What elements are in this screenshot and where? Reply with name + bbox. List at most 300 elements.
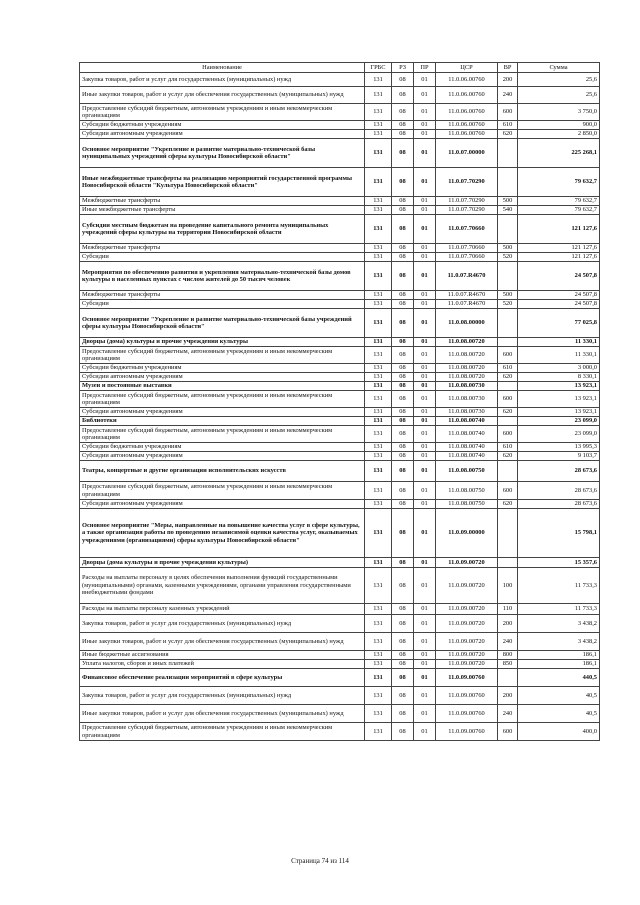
cell-csr: 11.0.09.00760 <box>436 723 498 741</box>
budget-page <box>79 62 599 741</box>
cell-csr: 11.0.09.00760 <box>436 687 498 705</box>
cell-sum: 3 750,0 <box>518 104 600 121</box>
table-row <box>80 253 600 262</box>
cell-grbs: 131 <box>365 443 392 452</box>
table-row <box>80 338 600 347</box>
cell-vr <box>498 168 518 197</box>
cell-rz: 08 <box>392 633 414 651</box>
cell-grbs: 131 <box>365 309 392 338</box>
cell-grbs: 131 <box>365 408 392 417</box>
table-row <box>80 373 600 382</box>
table-row <box>80 408 600 417</box>
cell-pr: 01 <box>414 687 436 705</box>
table-row <box>80 121 600 130</box>
cell-csr: 11.0.08.00730 <box>436 382 498 391</box>
table-row <box>80 723 600 741</box>
cell-csr: 11.0.06.00760 <box>436 121 498 130</box>
cell-rz: 08 <box>392 723 414 741</box>
cell-name: Иные закупки товаров, работ и услуг для обеспечения государственных (муниципальных) нужд <box>80 705 365 723</box>
cell-vr: 540 <box>498 206 518 215</box>
cell-vr: 500 <box>498 244 518 253</box>
cell-rz: 08 <box>392 568 414 604</box>
cell-sum: 13 923,1 <box>518 408 600 417</box>
cell-pr: 01 <box>414 669 436 687</box>
cell-csr: 11.0.09.00720 <box>436 568 498 604</box>
cell-sum: 3 438,2 <box>518 633 600 651</box>
cell-pr: 01 <box>414 391 436 408</box>
cell-vr: 600 <box>498 347 518 364</box>
cell-vr <box>498 417 518 426</box>
cell-grbs: 131 <box>365 104 392 121</box>
cell-grbs: 131 <box>365 615 392 633</box>
cell-rz: 08 <box>392 705 414 723</box>
table-row <box>80 87 600 104</box>
cell-grbs: 131 <box>365 417 392 426</box>
table-row <box>80 426 600 443</box>
cell-sum: 79 632,7 <box>518 206 600 215</box>
cell-name: Субсидии бюджетным учреждениям <box>80 443 365 452</box>
cell-rz: 08 <box>392 391 414 408</box>
cell-grbs: 131 <box>365 500 392 509</box>
cell-grbs: 131 <box>365 705 392 723</box>
cell-vr: 620 <box>498 373 518 382</box>
cell-sum: 13 923,1 <box>518 382 600 391</box>
cell-sum: 121 127,6 <box>518 253 600 262</box>
cell-rz: 08 <box>392 300 414 309</box>
cell-name: Субсидии <box>80 300 365 309</box>
table-row <box>80 660 600 669</box>
cell-pr: 01 <box>414 262 436 291</box>
table-row <box>80 215 600 244</box>
cell-vr <box>498 382 518 391</box>
cell-name: Предоставление субсидий бюджетным, автономным учреждениям и иным некоммерческим организациям <box>80 482 365 500</box>
cell-vr: 600 <box>498 391 518 408</box>
cell-vr: 610 <box>498 121 518 130</box>
cell-grbs: 131 <box>365 253 392 262</box>
cell-grbs: 131 <box>365 426 392 443</box>
cell-grbs: 131 <box>365 509 392 558</box>
cell-rz: 08 <box>392 443 414 452</box>
cell-vr <box>498 509 518 558</box>
budget-table <box>79 62 600 741</box>
cell-sum: 25,6 <box>518 73 600 87</box>
cell-csr: 11.0.09.00760 <box>436 669 498 687</box>
table-row <box>80 558 600 568</box>
cell-name: Межбюджетные трансферты <box>80 244 365 253</box>
cell-csr: 11.0.06.00760 <box>436 104 498 121</box>
cell-rz: 08 <box>392 382 414 391</box>
cell-sum: 121 127,6 <box>518 215 600 244</box>
cell-name: Иные бюджетные ассигнования <box>80 651 365 660</box>
cell-pr: 01 <box>414 705 436 723</box>
cell-pr: 01 <box>414 168 436 197</box>
cell-pr: 01 <box>414 347 436 364</box>
table-row <box>80 73 600 87</box>
cell-grbs: 131 <box>365 262 392 291</box>
cell-rz: 08 <box>392 500 414 509</box>
cell-sum: 225 268,1 <box>518 139 600 168</box>
cell-name: Дворцы (дома) культуры и прочие учреждения культуры <box>80 338 365 347</box>
cell-rz: 08 <box>392 244 414 253</box>
cell-csr: 11.0.06.00760 <box>436 73 498 87</box>
cell-pr: 01 <box>414 482 436 500</box>
cell-grbs: 131 <box>365 347 392 364</box>
cell-csr: 11.0.09.00760 <box>436 705 498 723</box>
cell-pr: 01 <box>414 408 436 417</box>
cell-pr: 01 <box>414 568 436 604</box>
cell-sum: 24 507,8 <box>518 291 600 300</box>
cell-pr: 01 <box>414 660 436 669</box>
cell-vr <box>498 461 518 482</box>
cell-rz: 08 <box>392 338 414 347</box>
cell-vr: 620 <box>498 452 518 461</box>
cell-csr: 11.0.08.00730 <box>436 408 498 417</box>
cell-rz: 08 <box>392 73 414 87</box>
cell-sum: 25,6 <box>518 87 600 104</box>
cell-vr: 600 <box>498 482 518 500</box>
cell-grbs: 131 <box>365 168 392 197</box>
cell-rz: 08 <box>392 558 414 568</box>
cell-vr: 600 <box>498 104 518 121</box>
cell-name: Иные закупки товаров, работ и услуг для обеспечения государственных (муниципальных) нужд <box>80 633 365 651</box>
cell-vr: 240 <box>498 705 518 723</box>
cell-sum: 28 673,6 <box>518 500 600 509</box>
cell-grbs: 131 <box>365 139 392 168</box>
cell-sum: 79 632,7 <box>518 197 600 206</box>
table-row <box>80 651 600 660</box>
table-row <box>80 417 600 426</box>
cell-sum: 23 099,0 <box>518 426 600 443</box>
cell-pr: 01 <box>414 73 436 87</box>
cell-vr: 200 <box>498 615 518 633</box>
cell-name: Основное мероприятие "Укрепление и развитие материально-технической базы муниципальных учреждений сферы культуры Новосибирской области" <box>80 139 365 168</box>
cell-vr: 500 <box>498 291 518 300</box>
cell-name: Закупка товаров, работ и услуг для государственных (муниципальных) нужд <box>80 615 365 633</box>
cell-rz: 08 <box>392 347 414 364</box>
cell-csr: 11.0.08.00740 <box>436 417 498 426</box>
cell-name: Субсидии автономным учреждениям <box>80 452 365 461</box>
cell-name: Иные межбюджетные трансферты <box>80 206 365 215</box>
cell-csr: 11.0.07.R4670 <box>436 262 498 291</box>
table-row <box>80 382 600 391</box>
cell-csr: 11.0.08.00000 <box>436 309 498 338</box>
cell-name: Музеи и постоянные выставки <box>80 382 365 391</box>
table-row <box>80 244 600 253</box>
cell-grbs: 131 <box>365 558 392 568</box>
cell-rz: 08 <box>392 215 414 244</box>
cell-sum: 24 507,8 <box>518 262 600 291</box>
cell-sum: 2 850,0 <box>518 130 600 139</box>
cell-name: Субсидии <box>80 253 365 262</box>
cell-pr: 01 <box>414 615 436 633</box>
cell-csr: 11.0.07.70290 <box>436 168 498 197</box>
table-row <box>80 500 600 509</box>
cell-rz: 08 <box>392 197 414 206</box>
cell-rz: 08 <box>392 408 414 417</box>
cell-sum: 28 673,6 <box>518 482 600 500</box>
cell-vr <box>498 338 518 347</box>
cell-sum: 79 632,7 <box>518 168 600 197</box>
cell-sum: 13 995,3 <box>518 443 600 452</box>
cell-vr: 110 <box>498 604 518 615</box>
table-row <box>80 104 600 121</box>
table-row <box>80 687 600 705</box>
cell-csr: 11.0.08.00740 <box>436 426 498 443</box>
cell-csr: 11.0.07.70660 <box>436 244 498 253</box>
cell-name: Закупка товаров, работ и услуг для государственных (муниципальных) нужд <box>80 73 365 87</box>
table-row <box>80 633 600 651</box>
cell-name: Субсидии автономным учреждениям <box>80 500 365 509</box>
cell-csr: 11.0.09.00720 <box>436 558 498 568</box>
cell-rz: 08 <box>392 87 414 104</box>
cell-csr: 11.0.07.70290 <box>436 197 498 206</box>
cell-pr: 01 <box>414 452 436 461</box>
header-rz: РЗ <box>392 63 414 73</box>
cell-rz: 08 <box>392 669 414 687</box>
cell-csr: 11.0.09.00720 <box>436 660 498 669</box>
cell-name: Субсидии бюджетным учреждениям <box>80 121 365 130</box>
table-row <box>80 391 600 408</box>
cell-csr: 11.0.09.00720 <box>436 615 498 633</box>
cell-grbs: 131 <box>365 687 392 705</box>
table-row <box>80 443 600 452</box>
cell-name: Финансовое обеспечение реализации мероприятий в сфере культуры <box>80 669 365 687</box>
table-row <box>80 705 600 723</box>
cell-rz: 08 <box>392 604 414 615</box>
cell-grbs: 131 <box>365 130 392 139</box>
table-row <box>80 206 600 215</box>
cell-vr: 600 <box>498 426 518 443</box>
cell-vr <box>498 558 518 568</box>
cell-vr: 500 <box>498 197 518 206</box>
cell-grbs: 131 <box>365 452 392 461</box>
cell-vr: 520 <box>498 253 518 262</box>
cell-name: Основное мероприятие "Укрепление и развитие материально-технической базы учреждений сферы культуры Новосибирской области" <box>80 309 365 338</box>
cell-rz: 08 <box>392 364 414 373</box>
table-row <box>80 130 600 139</box>
cell-sum: 13 923,1 <box>518 391 600 408</box>
cell-csr: 11.0.08.00750 <box>436 482 498 500</box>
cell-name: Библиотеки <box>80 417 365 426</box>
cell-pr: 01 <box>414 382 436 391</box>
cell-vr <box>498 215 518 244</box>
cell-vr: 520 <box>498 300 518 309</box>
cell-sum: 77 025,8 <box>518 309 600 338</box>
cell-grbs: 131 <box>365 669 392 687</box>
table-row <box>80 347 600 364</box>
cell-name: Уплата налогов, сборов и иных платежей <box>80 660 365 669</box>
cell-pr: 01 <box>414 373 436 382</box>
cell-rz: 08 <box>392 373 414 382</box>
cell-grbs: 131 <box>365 660 392 669</box>
table-row <box>80 461 600 482</box>
cell-csr: 11.0.08.00740 <box>436 443 498 452</box>
cell-rz: 08 <box>392 461 414 482</box>
page-number: Страница 74 из 114 <box>291 857 349 865</box>
cell-rz: 08 <box>392 615 414 633</box>
cell-grbs: 131 <box>365 461 392 482</box>
cell-grbs: 131 <box>365 215 392 244</box>
cell-pr: 01 <box>414 197 436 206</box>
cell-csr: 11.0.09.00720 <box>436 651 498 660</box>
cell-pr: 01 <box>414 244 436 253</box>
cell-csr: 11.0.09.00720 <box>436 633 498 651</box>
table-row <box>80 300 600 309</box>
cell-pr: 01 <box>414 87 436 104</box>
cell-csr: 11.0.08.00720 <box>436 347 498 364</box>
cell-rz: 08 <box>392 121 414 130</box>
cell-sum: 15 798,1 <box>518 509 600 558</box>
cell-csr: 11.0.08.00720 <box>436 338 498 347</box>
cell-name: Предоставление субсидий бюджетным, автономным учреждениям и иным некоммерческим организациям <box>80 391 365 408</box>
cell-rz: 08 <box>392 130 414 139</box>
cell-sum: 23 099,0 <box>518 417 600 426</box>
cell-csr: 11.0.06.00760 <box>436 130 498 139</box>
cell-csr: 11.0.07.70660 <box>436 215 498 244</box>
cell-sum: 440,5 <box>518 669 600 687</box>
table-row <box>80 168 600 197</box>
cell-sum: 8 330,1 <box>518 373 600 382</box>
cell-rz: 08 <box>392 426 414 443</box>
cell-csr: 11.0.07.00000 <box>436 139 498 168</box>
cell-name: Дворцы (дома культуры и прочие учреждения культуры) <box>80 558 365 568</box>
cell-csr: 11.0.07.70660 <box>436 253 498 262</box>
cell-vr: 620 <box>498 500 518 509</box>
cell-csr: 11.0.07.R4670 <box>436 300 498 309</box>
cell-grbs: 131 <box>365 300 392 309</box>
table-row <box>80 291 600 300</box>
cell-csr: 11.0.09.00000 <box>436 509 498 558</box>
cell-csr: 11.0.06.00760 <box>436 87 498 104</box>
cell-rz: 08 <box>392 168 414 197</box>
cell-sum: 40,5 <box>518 687 600 705</box>
cell-csr: 11.0.08.00750 <box>436 461 498 482</box>
cell-csr: 11.0.07.R4670 <box>436 291 498 300</box>
cell-pr: 01 <box>414 364 436 373</box>
cell-rz: 08 <box>392 660 414 669</box>
cell-vr <box>498 669 518 687</box>
cell-grbs: 131 <box>365 197 392 206</box>
cell-csr: 11.0.08.00720 <box>436 364 498 373</box>
table-header-row <box>80 63 600 73</box>
cell-name: Субсидии автономным учреждениям <box>80 373 365 382</box>
cell-name: Предоставление субсидий бюджетным, автономным учреждениям и иным некоммерческим организациям <box>80 723 365 741</box>
table-row <box>80 482 600 500</box>
cell-vr: 200 <box>498 73 518 87</box>
cell-pr: 01 <box>414 338 436 347</box>
cell-pr: 01 <box>414 121 436 130</box>
cell-vr: 850 <box>498 660 518 669</box>
cell-vr: 610 <box>498 443 518 452</box>
cell-pr: 01 <box>414 417 436 426</box>
cell-vr: 600 <box>498 723 518 741</box>
cell-sum: 900,0 <box>518 121 600 130</box>
cell-sum: 24 507,8 <box>518 300 600 309</box>
header-sum: Сумма <box>518 63 600 73</box>
cell-grbs: 131 <box>365 651 392 660</box>
cell-csr: 11.0.08.00750 <box>436 500 498 509</box>
cell-pr: 01 <box>414 309 436 338</box>
cell-sum: 11 733,3 <box>518 604 600 615</box>
cell-sum: 28 673,6 <box>518 461 600 482</box>
cell-grbs: 131 <box>365 338 392 347</box>
cell-vr: 610 <box>498 364 518 373</box>
cell-grbs: 131 <box>365 244 392 253</box>
cell-grbs: 131 <box>365 482 392 500</box>
cell-vr: 240 <box>498 87 518 104</box>
table-row <box>80 669 600 687</box>
cell-vr: 620 <box>498 408 518 417</box>
cell-grbs: 131 <box>365 121 392 130</box>
table-row <box>80 309 600 338</box>
cell-pr: 01 <box>414 253 436 262</box>
cell-csr: 11.0.08.00730 <box>436 391 498 408</box>
cell-name: Иные межбюджетные трансферты на реализацию мероприятий государственной программы Новосибирской области "Культура Новосибирской области" <box>80 168 365 197</box>
cell-grbs: 131 <box>365 206 392 215</box>
cell-name: Расходы на выплаты персоналу казенных учреждений <box>80 604 365 615</box>
cell-vr <box>498 309 518 338</box>
cell-rz: 08 <box>392 139 414 168</box>
cell-sum: 11 733,3 <box>518 568 600 604</box>
cell-pr: 01 <box>414 604 436 615</box>
table-body <box>80 73 600 741</box>
cell-pr: 01 <box>414 723 436 741</box>
cell-pr: 01 <box>414 426 436 443</box>
table-row <box>80 364 600 373</box>
header-csr: ЦСР <box>436 63 498 73</box>
cell-csr: 11.0.07.70290 <box>436 206 498 215</box>
cell-sum: 15 357,6 <box>518 558 600 568</box>
cell-name: Театры, концертные и другие организации исполнительских искусств <box>80 461 365 482</box>
cell-pr: 01 <box>414 461 436 482</box>
cell-name: Расходы на выплаты персоналу в целях обеспечения выполнения функций государственными (муниципальными) органами, казенными учреждениями, органами управления государственными внебюджетными фондами <box>80 568 365 604</box>
cell-rz: 08 <box>392 104 414 121</box>
cell-sum: 40,5 <box>518 705 600 723</box>
cell-grbs: 131 <box>365 633 392 651</box>
header-grbs: ГРБС <box>365 63 392 73</box>
cell-sum: 400,0 <box>518 723 600 741</box>
cell-pr: 01 <box>414 509 436 558</box>
cell-pr: 01 <box>414 139 436 168</box>
cell-name: Субсидии автономным учреждениям <box>80 130 365 139</box>
cell-pr: 01 <box>414 633 436 651</box>
cell-rz: 08 <box>392 452 414 461</box>
table-row <box>80 568 600 604</box>
cell-sum: 3 438,2 <box>518 615 600 633</box>
table-row <box>80 139 600 168</box>
cell-csr: 11.0.08.00720 <box>436 373 498 382</box>
cell-pr: 01 <box>414 104 436 121</box>
cell-grbs: 131 <box>365 604 392 615</box>
cell-rz: 08 <box>392 687 414 705</box>
cell-pr: 01 <box>414 291 436 300</box>
table-row <box>80 615 600 633</box>
cell-name: Закупка товаров, работ и услуг для государственных (муниципальных) нужд <box>80 687 365 705</box>
cell-name: Межбюджетные трансферты <box>80 197 365 206</box>
header-vr: ВР <box>498 63 518 73</box>
cell-grbs: 131 <box>365 373 392 382</box>
cell-csr: 11.0.09.00720 <box>436 604 498 615</box>
cell-grbs: 131 <box>365 723 392 741</box>
cell-name: Предоставление субсидий бюджетным, автономным учреждениям и иным некоммерческим организациям <box>80 104 365 121</box>
cell-name: Предоставление субсидий бюджетным, автономным учреждениям и иным некоммерческим организациям <box>80 426 365 443</box>
table-row <box>80 262 600 291</box>
cell-csr: 11.0.08.00740 <box>436 452 498 461</box>
cell-pr: 01 <box>414 443 436 452</box>
cell-pr: 01 <box>414 300 436 309</box>
cell-rz: 08 <box>392 291 414 300</box>
cell-name: Иные закупки товаров, работ и услуг для обеспечения государственных (муниципальных) нужд <box>80 87 365 104</box>
